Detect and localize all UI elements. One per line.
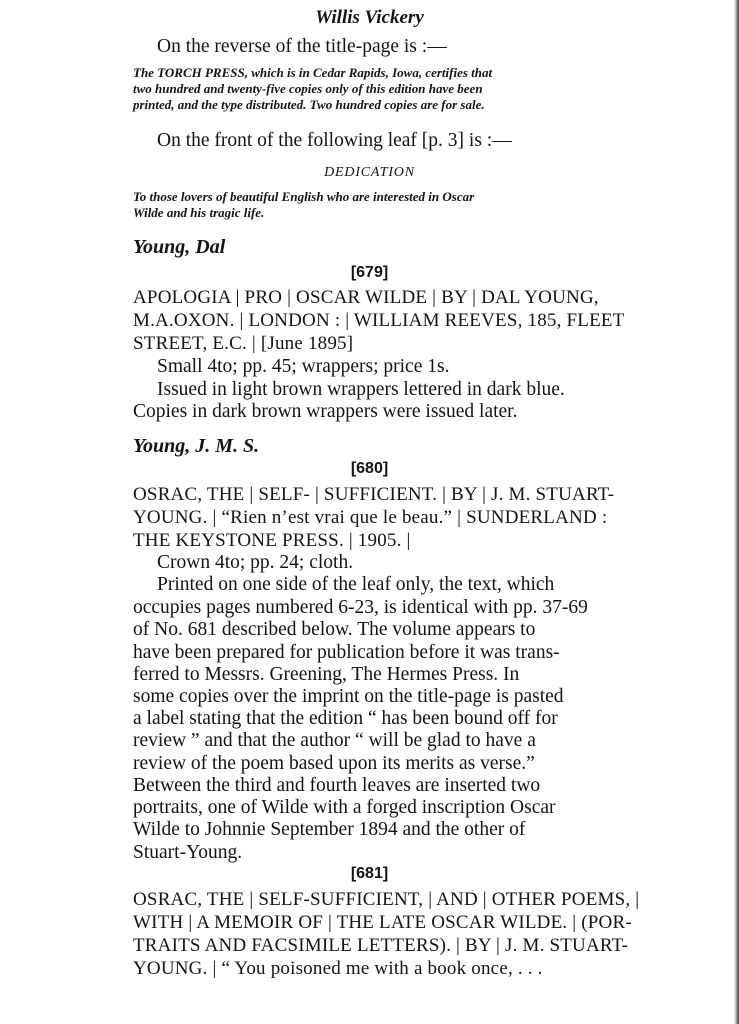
title-transcription-line: YOUNG. | “Rien n’est vrai que le beau.” | SUNDERLAND :: [133, 507, 608, 528]
note-line: of No. 681 described below. The volume appears to: [133, 619, 536, 640]
title-transcription-line: YOUNG. | “ You poisoned me with a book once, . . .: [133, 958, 543, 979]
note-line: Printed on one side of the leaf only, the text, which: [157, 574, 555, 595]
entry-number: [681]: [350, 865, 389, 882]
note-line: occupies pages numbered 6-23, is identical with pp. 37-69: [133, 597, 588, 618]
collation: Crown 4to; pp. 24; cloth.: [157, 552, 354, 573]
collation: Small 4to; pp. 45; wrappers; price 1s.: [157, 356, 450, 377]
title-transcription-line: STREET, E.C. | [June 1895]: [133, 333, 354, 354]
author-heading: Young, J. M. S.: [133, 435, 260, 457]
dedication-text-line: Wilde and his tragic life.: [133, 205, 265, 220]
note-line: Copies in dark brown wrappers were issued later.: [133, 401, 518, 422]
note-line: Wilde to Johnnie September 1894 and the other of: [133, 819, 526, 840]
front-intro: On the front of the following leaf [p. 3] is :—: [157, 130, 512, 151]
note-line: review of the poem based upon its merits as verse.”: [133, 753, 535, 774]
title-transcription-line: OSRAC, THE | SELF-SUFFICIENT, | AND | OTHER POEMS, |: [133, 889, 640, 910]
dedication-text-line: To those lovers of beautiful English who are interested in Oscar: [133, 189, 475, 204]
note-line: a label stating that the edition “ has been bound off for: [133, 708, 558, 729]
title-transcription-line: OSRAC, THE | SELF- | SUFFICIENT. | BY | J. M. STUART-: [133, 484, 615, 505]
note-line: Stuart-Young.: [133, 842, 243, 863]
author-heading: Young, Dal: [133, 236, 226, 258]
reverse-text-line: two hundred and twenty-five copies only of this edition have been: [133, 81, 483, 96]
reverse-text-line: printed, and the type distributed. Two hundred copies are for sale.: [133, 97, 485, 112]
entry-number: [680]: [350, 460, 389, 477]
note-line: have been prepared for publication before it was trans-: [133, 642, 560, 663]
note-line: Between the third and fourth leaves are inserted two: [133, 775, 541, 796]
reverse-text-line: The TORCH PRESS, which is in Cedar Rapids, Iowa, certifies that: [133, 65, 493, 80]
note-line: some copies over the imprint on the title-page is pasted: [133, 686, 564, 707]
title-transcription-line: TRAITS AND FACSIMILE LETTERS). | BY | J. M. STUART-: [133, 935, 629, 956]
note-line: ferred to Messrs. Greening, The Hermes Press. In: [133, 664, 520, 685]
title-transcription-line: WITH | A MEMOIR OF | THE LATE OSCAR WILDE. | (POR-: [133, 912, 632, 933]
title-transcription-line: THE KEYSTONE PRESS. | 1905. |: [133, 530, 411, 551]
running-head: Willis Vickery: [315, 7, 424, 28]
reverse-intro: On the reverse of the title-page is :—: [157, 36, 447, 57]
dedication-heading: DEDICATION: [324, 165, 415, 180]
note-line: Issued in light brown wrappers lettered in dark blue.: [157, 379, 565, 400]
title-transcription-line: M.A.OXON. | LONDON : | WILLIAM REEVES, 185, FLEET: [133, 310, 625, 331]
title-transcription-line: APOLOGIA | PRO | OSCAR WILDE | BY | DAL YOUNG,: [133, 287, 599, 308]
note-line: review ” and that the author “ will be glad to have a: [133, 730, 536, 751]
entry-number: [679]: [350, 264, 389, 281]
note-line: portraits, one of Wilde with a forged inscription Oscar: [133, 797, 556, 818]
